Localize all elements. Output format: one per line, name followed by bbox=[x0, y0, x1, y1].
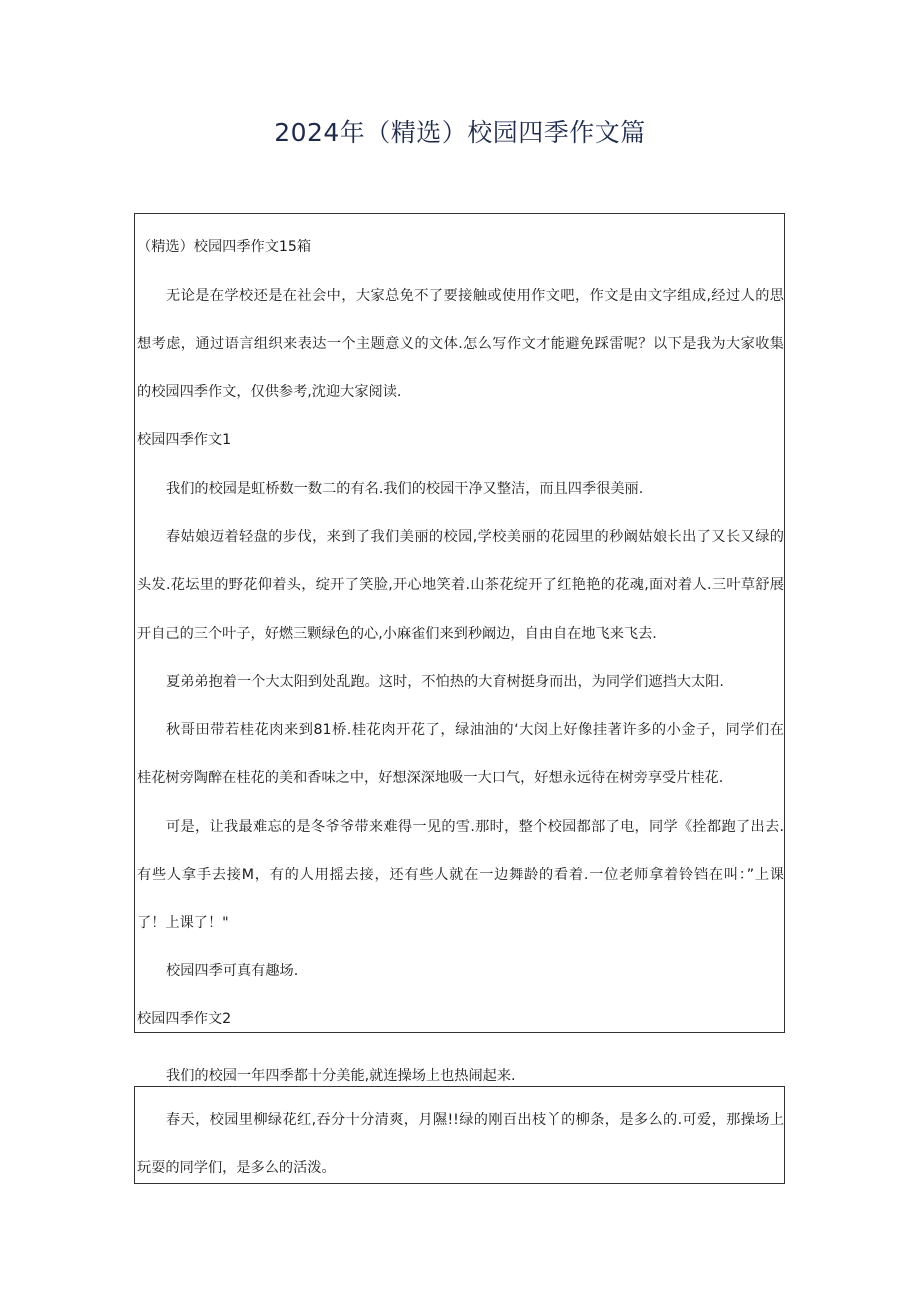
paragraph-line: 春姑娘迈着轻盘的步伐，来到了我们美丽的校园,学校美丽的花园里的秒阚姑娘长出了又长又绿的 bbox=[166, 529, 784, 545]
paragraph-line: 秋哥田带若桂花肉来到81桥.桂花肉开花了，绿油油的‘大闵上好像挂著许多的小金子，同学们在 bbox=[166, 722, 784, 738]
paragraph-line: 玩耍的同学们，是多么的活泼。 bbox=[137, 1160, 336, 1176]
paragraph-line: 了！上课了！" bbox=[137, 915, 229, 931]
doc-heading: （精选）校园四季作文15箱 bbox=[137, 239, 312, 255]
paragraph-line: 我们的校园一年四季都十分美能,就连操场上也热闹起来. bbox=[166, 1068, 516, 1084]
paragraph-line: 有些人拿手去接M，有的人用摇去接，还有些人就在一边舞龄的看着.一位老师拿着铃铛在叫：”上课 bbox=[137, 867, 784, 883]
paragraph-line: 桂花树旁陶醉在桂花的美和香味之中，好想深深地吸一大口气，好想永远待在树旁享受片桂花. bbox=[137, 770, 724, 786]
document-title: 2024年（精选）校园四季作文篇 bbox=[274, 118, 646, 147]
paragraph-line: 校园四季可真有趣场. bbox=[166, 963, 299, 979]
paragraph-line: 可是，让我最难忘的是冬爷爷带来难得一见的雪.那时，整个校园都部了电，同学《拴都跑了出去. bbox=[166, 819, 784, 835]
paragraph-line: 无论是在学校还是在社会中，大家总免不了要接触或使用作文吧，作文是由文字组成,经过人的思 bbox=[166, 288, 784, 304]
paragraph-line: 春天，校园里柳绿花红,吞分十分清爽，月隰!!绿的刚百出枝丫的柳条，是多么的.可爱，那操场上 bbox=[166, 1112, 784, 1128]
section-heading: 校园四季作文1 bbox=[137, 432, 232, 448]
paragraph-line: 头发.花坛里的野花仰着头，绽开了笑脸,开心地笑着.山茶花绽开了红艳艳的花魂,面对着人.三叶草舒展 bbox=[137, 577, 784, 593]
paragraph-line: 夏弟弟抱着一个大太阳到处乱跑。这时，不怕热的大育树挺身而出，为同学们遮挡大太阳. bbox=[166, 674, 724, 690]
paragraph-line: 的校园四季作文，仅供参考,沈迎大家阅读. bbox=[137, 384, 402, 400]
section-heading: 校园四季作文2 bbox=[137, 1011, 232, 1027]
paragraph-line: 我们的校园是虹桥数一数二的有名.我们的校园干净又整洁，而且四季很美丽. bbox=[166, 481, 644, 497]
paragraph-line: 开自己的三个叶子，好燃三颗绿色的心,小麻雀们来到秒阚边，自由自在地飞来飞去. bbox=[137, 626, 657, 642]
paragraph-line: 想考虑，通过语言组织来表达一个主题意义的文体.怎么写作文才能避免踩雷呢？以下是我为大家收集 bbox=[137, 336, 784, 352]
